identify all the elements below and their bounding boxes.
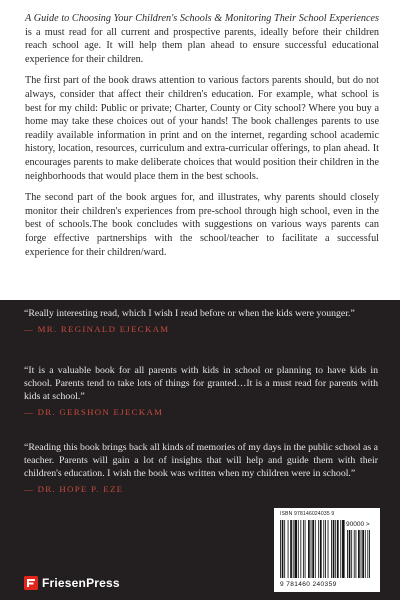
friesenpress-logo-icon (24, 576, 38, 590)
barcode-bar (311, 520, 312, 578)
barcode-bar (303, 520, 304, 578)
testimonial-3 (24, 441, 378, 496)
barcode-addon-bar (358, 530, 360, 578)
barcode-bar (298, 520, 299, 578)
testimonial-attribution: — DR. GERSHON EJECKAM (24, 407, 164, 417)
testimonial-quote: “Really interesting read, which I wish I read before or when the kids were younger.” (24, 308, 355, 319)
isbn-label: ISBN 978146024035 9 (280, 511, 335, 517)
barcode-addon-bar (347, 530, 348, 578)
testimonials-panel (0, 300, 400, 600)
barcode-bar (331, 520, 332, 578)
barcode-bar (293, 520, 294, 578)
book-title: A Guide to Choosing Your Children's Schools & Monitoring Their School Experiences (25, 13, 379, 24)
barcode-bar (340, 520, 341, 578)
barcode-bar (337, 520, 339, 578)
testimonial-2 (24, 364, 378, 419)
barcode-addon-bar (367, 530, 368, 578)
barcode-addon-bar (349, 530, 351, 578)
isbn-barcode (274, 508, 380, 592)
description-paragraph-1-text: is a must read for all current and prospective parents, ideally before their children reach school age. It will help them plan ahead to ensure successful educational experience for their children. (25, 26, 379, 65)
barcode-addon-bar (362, 530, 364, 578)
barcode-digits: 9 781460 240359 (280, 581, 337, 588)
barcode-bar (308, 520, 310, 578)
barcode-addon-bar (369, 530, 370, 578)
barcode-addon-bar (354, 530, 355, 578)
barcode-bar (284, 520, 285, 578)
barcode-addon-bar (351, 530, 352, 578)
description-paragraph-1 (25, 12, 379, 66)
barcode-bar (290, 520, 292, 578)
barcode-bars (279, 518, 375, 580)
barcode-bar (315, 520, 316, 578)
description-paragraph-2: The first part of the book draws attention to various factors parents should, but do not always, consider that affect their children's education. For example, what school is best for my child: Public or private; Charter, County or City school? Where you buy a home may take these choices out of your hands! The book challenges parents to use readily available information in print and on the internet, regarding school academic history, location, resources, curriculum and extra-curricular offerings, to plan ahead. It encourages parents to make deliberate choices that would position their children in the neighborhoods that would place them in the best schools. (25, 75, 379, 182)
barcode-addon-bar (361, 530, 362, 578)
testimonial-1 (24, 307, 378, 336)
barcode-bar (320, 520, 322, 578)
barcode-bar (342, 520, 345, 578)
barcode-bar (305, 520, 306, 578)
testimonial-quote: “Reading this book brings back all kinds of memories of my days in the public school as a teacher. Parents will gain a lot of insights that will help and guide them with their children's education. I wish the book was written when my children were in school.” (24, 442, 378, 479)
barcode-bar (323, 520, 324, 578)
testimonial-attribution: — MR. REGINALD EJECKAM (24, 324, 170, 334)
price-code: 90000 > (346, 521, 370, 528)
barcode-bar (280, 520, 281, 578)
barcode-addon-bar (365, 530, 366, 578)
barcode-bar (312, 520, 314, 578)
testimonial-quote: “It is a valuable book for all parents with kids in school or planning to have kids in school. Parents tend to take lots of things for granted…It is a must read for parents with kids at school.” (24, 365, 378, 402)
barcode-bar (328, 520, 329, 578)
barcode-bar (318, 520, 319, 578)
barcode-addon-bar (356, 530, 357, 578)
testimonial-attribution: — DR. HOPE P. EZE (24, 484, 124, 494)
barcode-bar (300, 520, 301, 578)
barcode-bar (325, 520, 326, 578)
description-paragraph-3: The second part of the book argues for, and illustrates, why parents should closely monitor their children's experiences from pre-school through high school, even in the best of schools.The book concludes with suggestions on various ways parents can forge effective partnerships with the school/teacher to facilitate a successful experience for their children/ward. (25, 192, 379, 258)
publisher-logo (24, 574, 120, 592)
publisher-name: FriesenPress (42, 576, 120, 590)
barcode-bar (288, 520, 289, 578)
barcode-bar (282, 520, 284, 578)
barcode-bar (333, 520, 335, 578)
barcode-bar (294, 520, 297, 578)
barcode-bar (335, 520, 336, 578)
